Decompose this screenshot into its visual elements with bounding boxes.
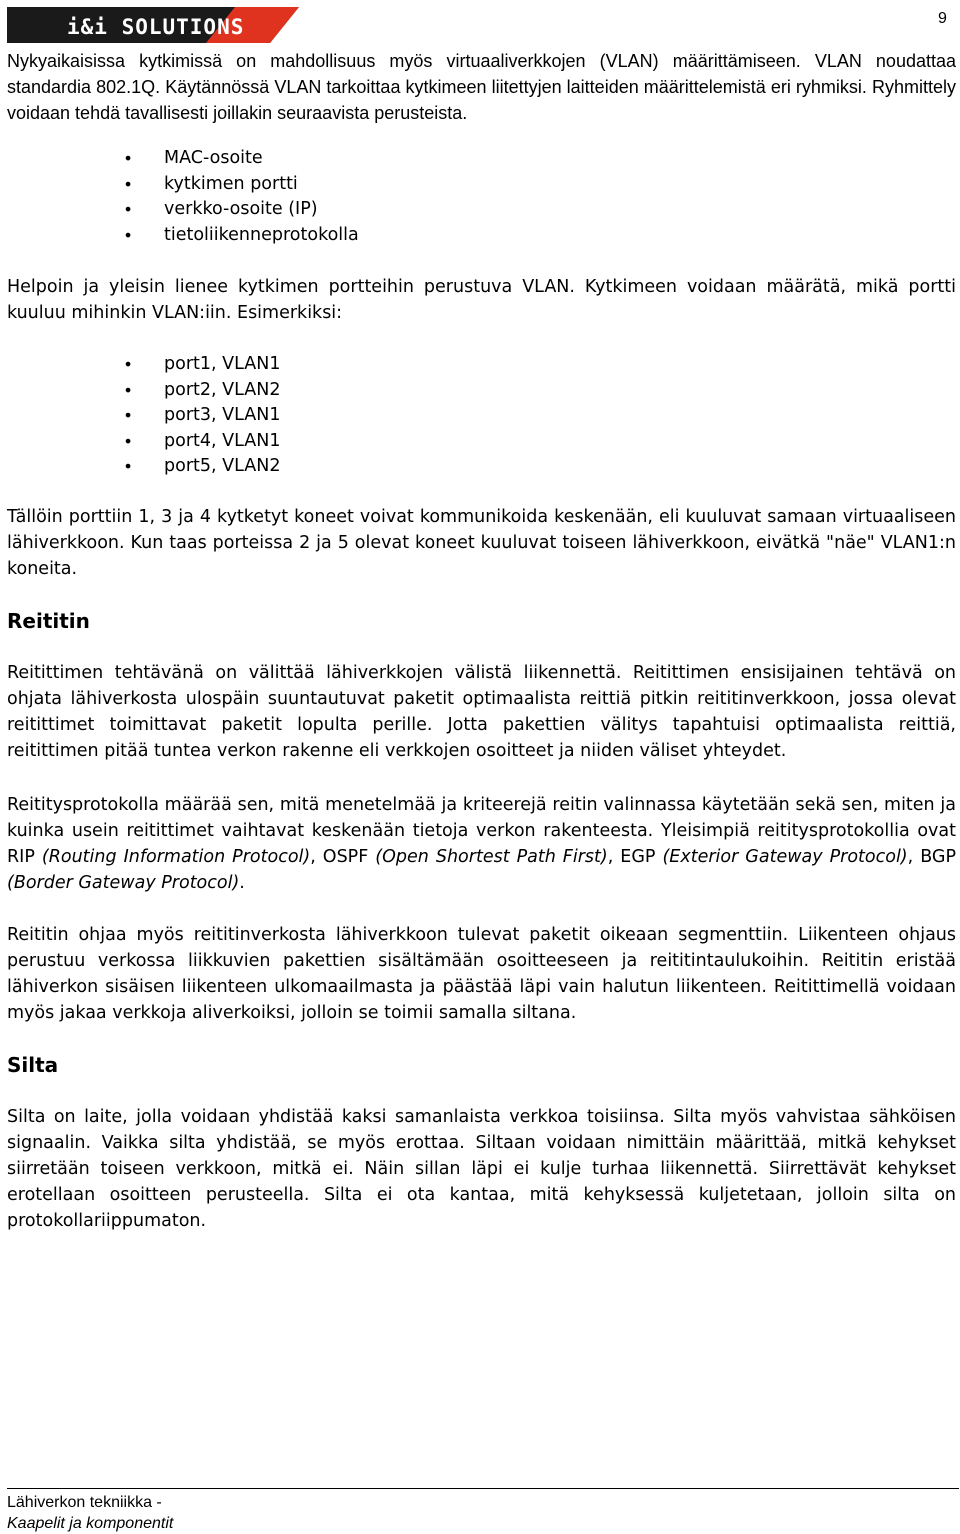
- bridge-heading: Silta: [7, 1052, 59, 1077]
- text-span: , OSPF: [310, 846, 376, 867]
- egp-expansion: (Exterior Gateway Protocol): [662, 846, 908, 867]
- list-item: • port3, VLAN1: [7, 403, 956, 429]
- vlan-result-paragraph: Tällöin porttiin 1, 3 ja 4 kytketyt koneet voivat kommunikoida keskenään, eli kuuluvat samaan virtuaaliseen lähiverkkoon. Kun taas porteissa 2 ja 5 olevat koneet kuuluvat toiseen lähiverkkoon, eivätkä "näe" VLAN1:n koneita.: [7, 506, 956, 579]
- rip-expansion: (Routing Information Protocol): [41, 846, 311, 867]
- footer-line-2: Kaapelit ja komponentit: [7, 1515, 174, 1532]
- bgp-expansion: (Border Gateway Protocol): [7, 872, 240, 893]
- list-item: • verkko-osoite (IP): [7, 197, 956, 223]
- list-item: • kytkimen portti: [7, 172, 956, 198]
- footer: [7, 1492, 173, 1534]
- list-item: • port2, VLAN2: [7, 378, 956, 404]
- router-paragraph-3: Reititin ohjaa myös reititinverkosta lähiverkkoon tulevat paketit oikeaan segmenttiin. Liikenteen ohjaus perustuu verkossa liikkuvien pakettien sisältämään osoitteeseen ja reititintaulukoihin. Reititin eristää lähiverkon sisäisen liikenteen ulkomaailmasta ja päästää läpi vain halutun liikenteen. Reitittimellä voidaan myös jakaa verkkoja aliverkoiksi, jolloin se toimii samalla siltana.: [7, 924, 956, 1023]
- intro-paragraph: Nykyaikaisissa kytkimissä on mahdollisuus myös virtuaaliverkkojen (VLAN) määrittämiseen. VLAN noudattaa standardia 802.1Q. Käytännössä VLAN tarkoittaa kytkimeen liitettyjen laitteiden määrittelemistä eri ryhmiksi. Ryhmittely voidaan tehdä tavallisesti joillakin seuraavista perusteista.: [7, 51, 956, 123]
- company-logo-banner: [7, 7, 299, 43]
- logo-graphic: [7, 7, 299, 43]
- logo-text: i&i SOLUTIONS: [67, 15, 245, 39]
- footer-line-1: Lähiverkon tekniikka -: [7, 1494, 162, 1511]
- port-vlan-list: [7, 352, 956, 480]
- router-heading: Reititin: [7, 608, 90, 633]
- text-span: , BGP: [907, 846, 957, 867]
- list-item: • port5, VLAN2: [7, 454, 956, 480]
- page-content: [7, 48, 956, 1234]
- router-paragraph-1: Reitittimen tehtävänä on välittää lähiverkkojen välistä liikennettä. Reitittimen ensisijainen tehtävä on ohjata lähiverkosta ulospäin suuntautuvat paketit optimaalista reittiä pitkin reititinverkkoon, jossa olevat reitittimet toimittavat paketit lopulta perille. Jotta pakettien välitys tapahtuisi optimaalista reittiä, reitittimen pitää tuntea verkon rakenne eli verkkojen osoitteet ja niiden väliset yhteydet.: [7, 662, 956, 761]
- page-number: 9: [938, 10, 947, 27]
- list-item: • MAC-osoite: [7, 146, 956, 172]
- port-vlan-paragraph: Helpoin ja yleisin lienee kytkimen portteihin perustuva VLAN. Kytkimeen voidaan määrätä, mikä portti kuuluu mihinkin VLAN:iin. Esimerkiksi:: [7, 277, 956, 323]
- ospf-expansion: (Open Shortest Path First): [375, 846, 608, 867]
- text-span: , EGP: [607, 846, 663, 867]
- footer-divider: [7, 1488, 959, 1489]
- list-item: • port4, VLAN1: [7, 429, 956, 455]
- text-span: .: [239, 872, 245, 893]
- list-item: • port1, VLAN1: [7, 352, 956, 378]
- text-span: Reititysprotokolla määrää sen, mitä menetelmää ja kriteerejä reitin valinnassa käytetään sekä sen, miten ja kuinka usein reitittimet vaihtavat keskenään tietoja verkon rakenteesta. Yleisimpiä reititysprotokollia ovat RIP: [7, 794, 956, 867]
- bridge-paragraph: Silta on laite, jolla voidaan yhdistää kaksi samanlaista verkkoa toisiinsa. Silta myös vahvistaa sähköisen signaalin. Vaikka silta yhdistää, se myös erottaa. Siltaan voidaan nimittäin määrittää, mitkä kehykset siirretään toiseen verkkoon, mitkä ei. Näin sillan läpi ei kulje turhaa liikennettä. Siirrettävät kehykset erotellaan osoitteen perusteella. Silta ei ota kantaa, mitä kehyksessä kuljetetaan, jolloin silta on protokollariippumaton.: [7, 1106, 956, 1231]
- grouping-criteria-list: [7, 146, 956, 248]
- list-item: • tietoliikenneprotokolla: [7, 223, 956, 249]
- router-paragraph-2: [7, 792, 956, 896]
